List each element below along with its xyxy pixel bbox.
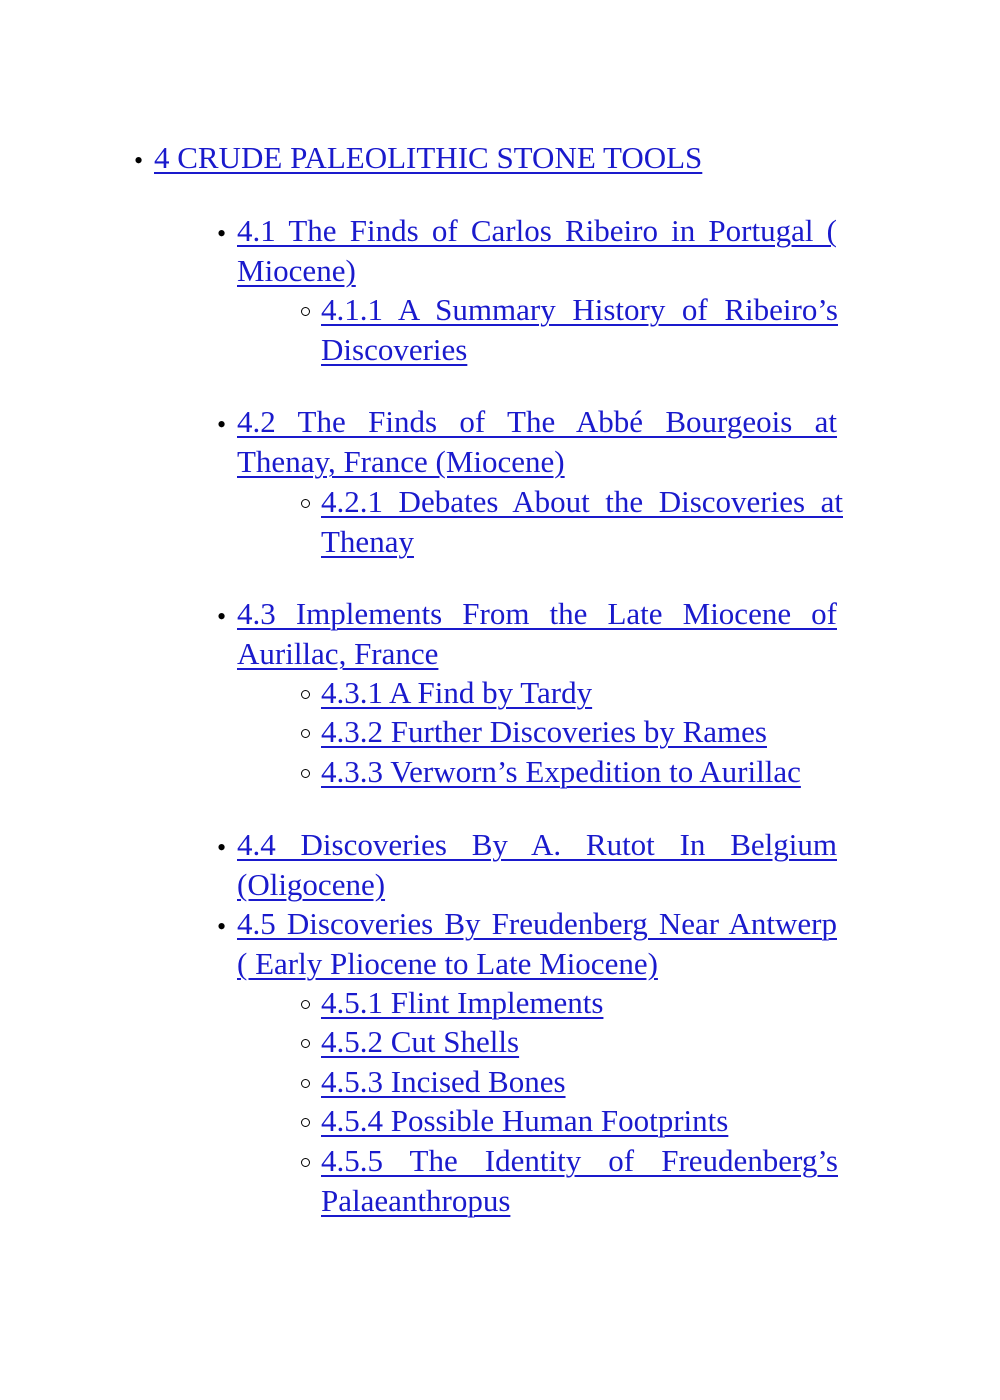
bullet-icon: • <box>217 833 227 862</box>
bullet-icon: • <box>217 602 227 631</box>
circle-bullet-icon <box>301 499 310 508</box>
bullet-icon: • <box>217 912 227 941</box>
bullet-icon: • <box>217 410 227 439</box>
circle-bullet-icon <box>301 1118 310 1127</box>
circle-bullet-icon <box>301 690 310 699</box>
bullet-icon: • <box>134 146 144 175</box>
toc-link-4-3-3[interactable]: 4.3.3 Verworn’s Expedition to Aurillac <box>321 754 801 789</box>
toc-link-4-5-2[interactable]: 4.5.2 Cut Shells <box>321 1024 520 1059</box>
bullet-icon: • <box>217 219 227 248</box>
toc-link-4-2[interactable]: 4.2 The Finds of The Abbé Bourgeois at Thenay, France (Miocene) <box>237 404 837 479</box>
circle-bullet-icon <box>301 1079 310 1088</box>
toc-link-4-5-3[interactable]: 4.5.3 Incised Bones <box>321 1064 566 1099</box>
toc-link-4-5-4[interactable]: 4.5.4 Possible Human Footprints <box>321 1103 729 1138</box>
toc-link-4-3-1[interactable]: 4.3.1 A Find by Tardy <box>321 675 593 710</box>
circle-bullet-icon <box>301 1000 310 1009</box>
toc-link-4-5-1[interactable]: 4.5.1 Flint Implements <box>321 985 604 1020</box>
circle-bullet-icon <box>301 1039 310 1048</box>
toc-link-4-3-2[interactable]: 4.3.2 Further Discoveries by Rames <box>321 714 767 749</box>
toc-link-4-5[interactable]: 4.5 Discoveries By Freudenberg Near Antwerp ( Early Pliocene to Late Miocene) <box>237 906 837 981</box>
toc-link-chapter-4[interactable]: 4 CRUDE PALEOLITHIC STONE TOOLS <box>154 140 703 175</box>
circle-bullet-icon <box>301 307 310 316</box>
circle-bullet-icon <box>301 1158 310 1167</box>
toc-link-4-5-5[interactable]: 4.5.5 The Identity of Freudenberg’s Palaeanthropus <box>321 1143 838 1218</box>
toc-link-4-1[interactable]: 4.1 The Finds of Carlos Ribeiro in Portugal ( Miocene) <box>237 213 837 288</box>
toc-link-4-4[interactable]: 4.4 Discoveries By A. Rutot In Belgium (Oligocene) <box>237 827 837 902</box>
toc-link-4-2-1[interactable]: 4.2.1 Debates About the Discoveries at Thenay <box>321 484 843 559</box>
toc-link-4-3[interactable]: 4.3 Implements From the Late Miocene of Aurillac, France <box>237 596 837 671</box>
circle-bullet-icon <box>301 729 310 738</box>
toc-link-4-1-1[interactable]: 4.1.1 A Summary History of Ribeiro’s Discoveries <box>321 292 838 367</box>
circle-bullet-icon <box>301 769 310 778</box>
